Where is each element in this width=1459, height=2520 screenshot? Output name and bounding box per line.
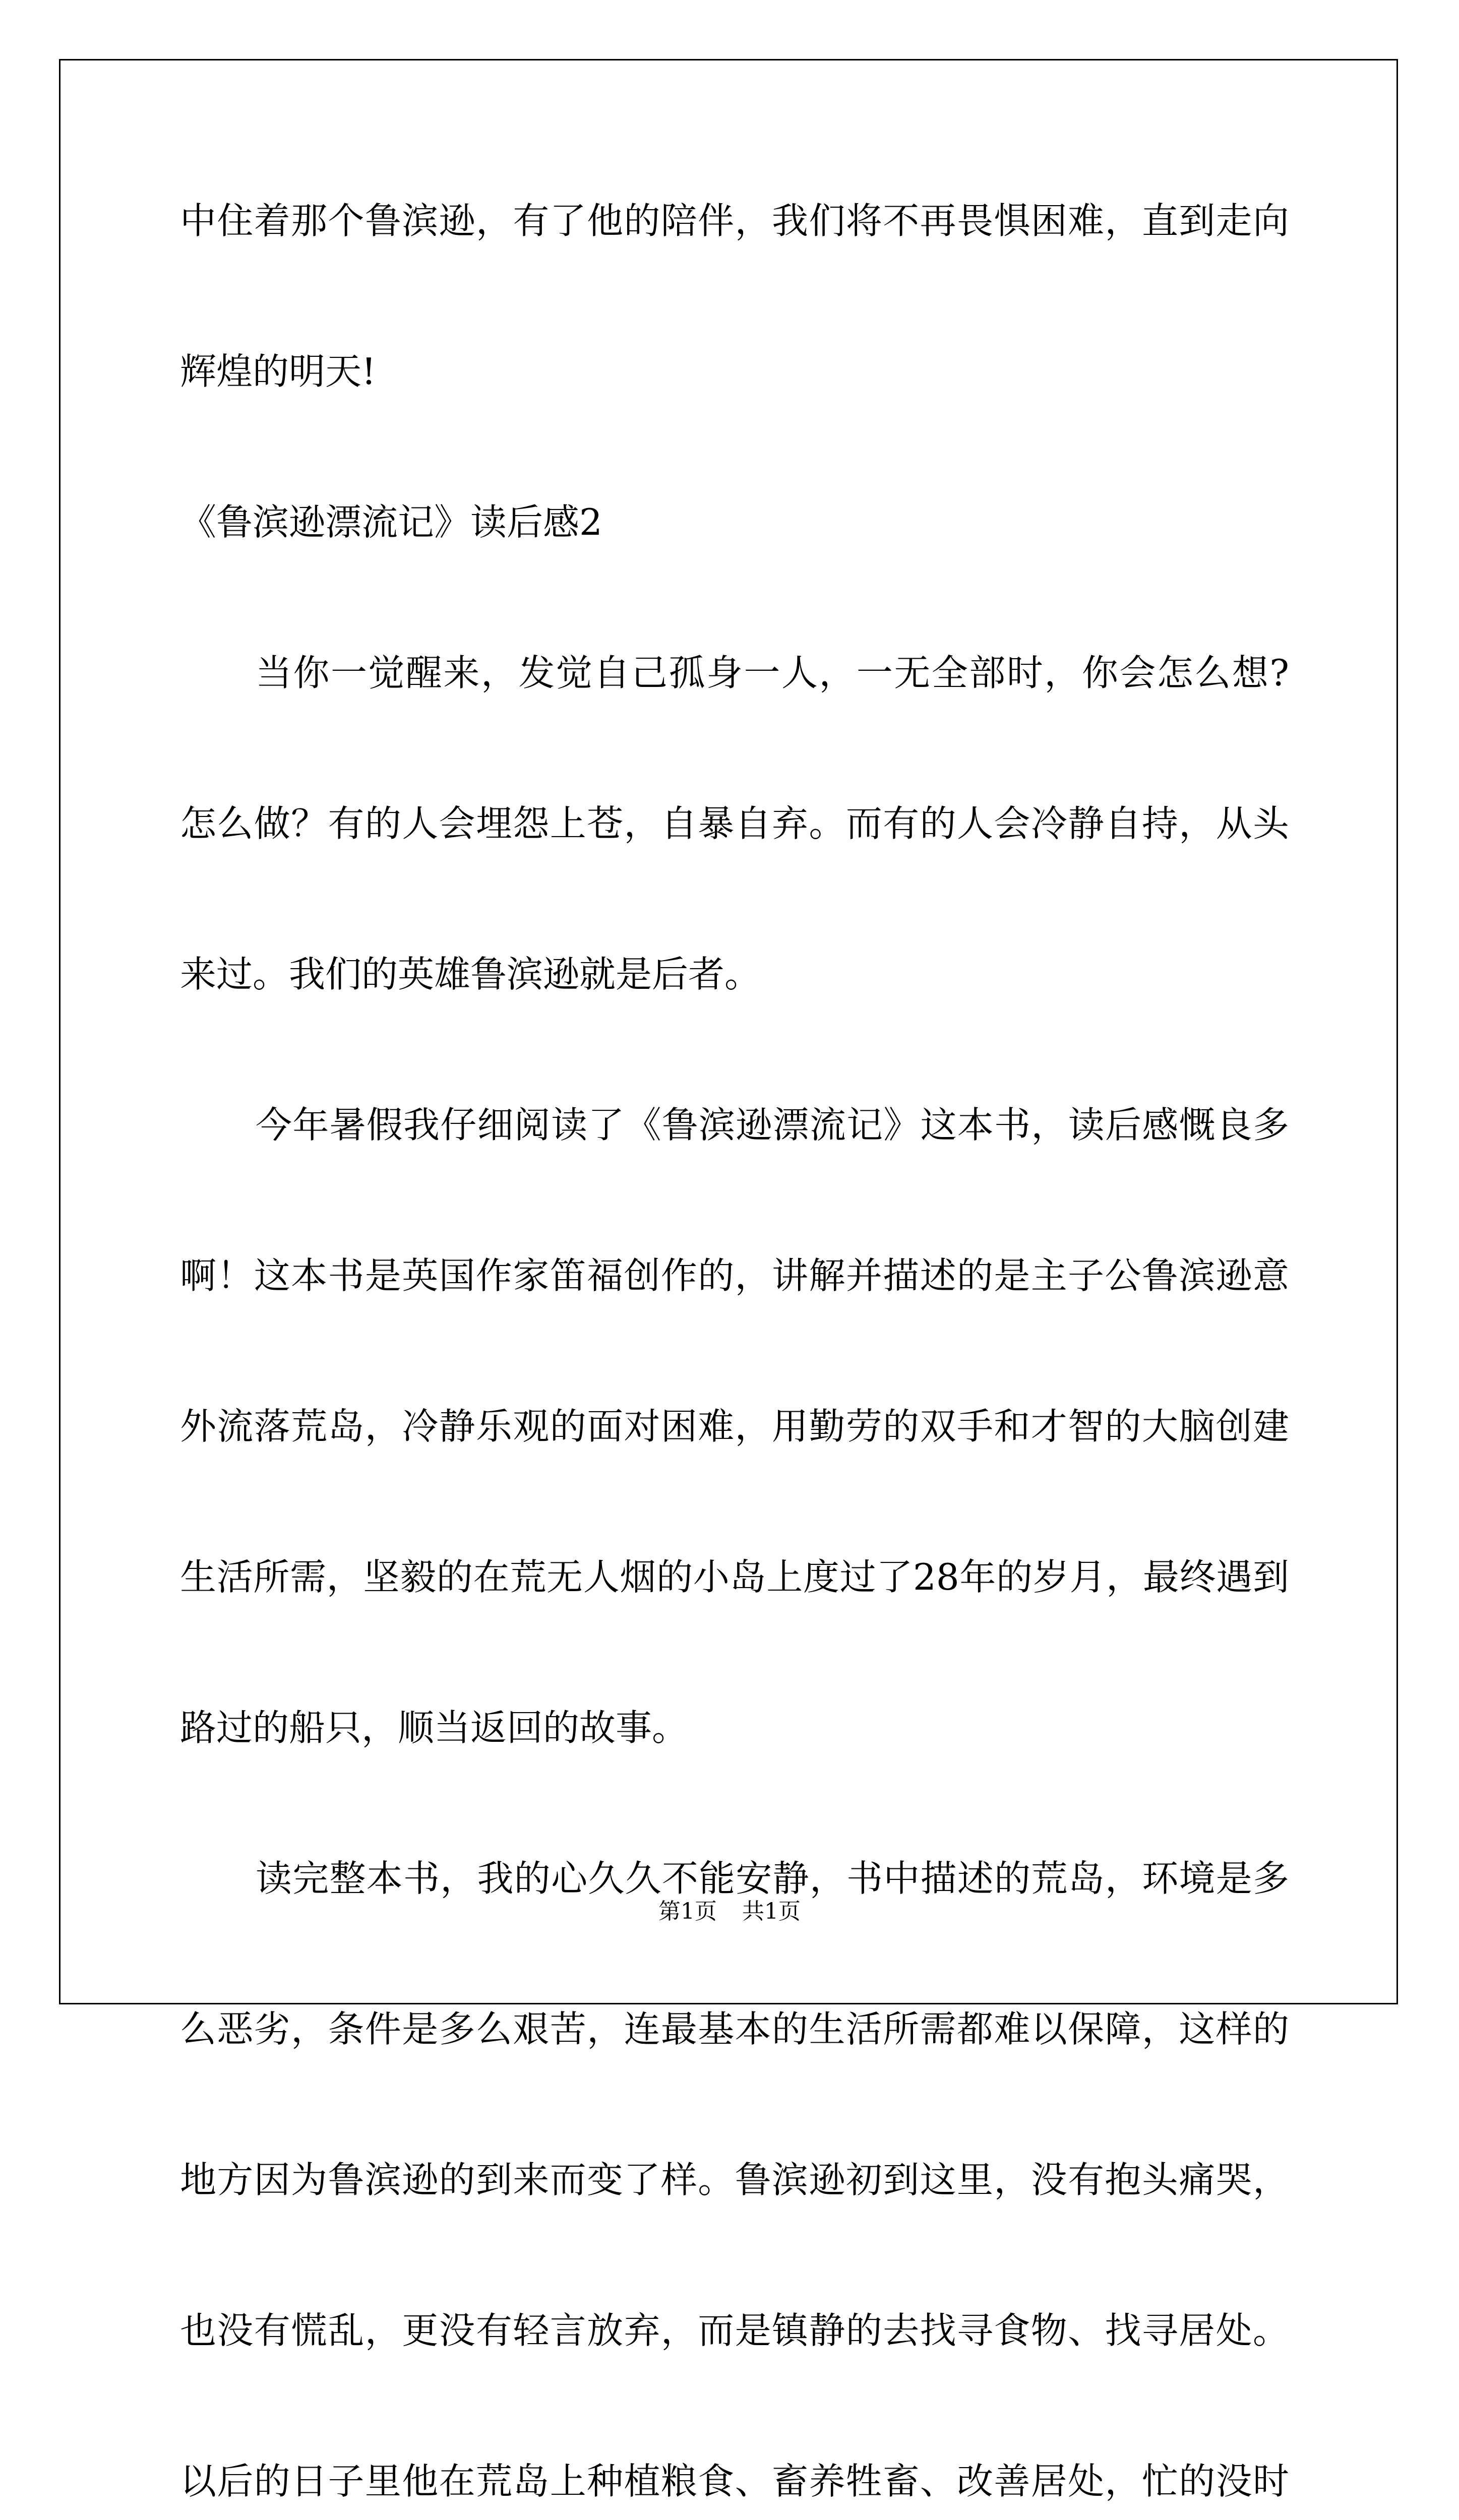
text-line: 今年暑假我仔细阅读了《鲁滨逊漂流记》这本书，读后感慨良多 <box>256 1104 1289 1146</box>
text-line: 外流落荒岛，冷静乐观的面对困难，用勤劳的双手和才智的大脑创建 <box>180 1405 1289 1447</box>
text-line: 地方因为鲁滨逊的到来而变了样。鲁滨逊初到这里，没有抱头痛哭， <box>180 2159 1289 2201</box>
section-heading: 《鲁滨逊漂流记》读后感2 <box>180 501 602 543</box>
text-line: 中住着那个鲁滨逊，有了他的陪伴，我们将不再畏惧困难，直到走向 <box>180 200 1289 242</box>
text-line: 以后的日子里他在荒岛上种植粮食、畜养牲畜、改善居处，忙的没时 <box>180 2460 1289 2502</box>
document-body <box>180 191 1289 2520</box>
text-line: 辉煌的明天! <box>180 350 376 393</box>
text-line: 来过。我们的英雄鲁滨逊就是后者。 <box>180 953 761 995</box>
text-line: 读完整本书，我的心久久不能安静，书中描述的荒岛，环境是多 <box>256 1857 1289 1900</box>
page-footer <box>0 1897 1459 1927</box>
text-line: 也没有慌乱，更没有轻言放弃，而是镇静的去找寻食物、找寻居处。 <box>180 2309 1289 2352</box>
text-line: 生活所需，坚毅的在荒无人烟的小岛上度过了28年的岁月，最终遇到 <box>180 1556 1289 1598</box>
text-line: 怎么做？有的人会埋怨上苍，自暴自弃。而有的人会冷静自持，从头 <box>180 802 1289 845</box>
text-line: 么恶劣，条件是多么艰苦，连最基本的生活所需都难以保障，这样的 <box>180 2008 1289 2050</box>
text-line: 啊！这本书是英国作家笛福创作的，讲解并描述的是主子公鲁滨逊意 <box>180 1254 1289 1297</box>
page-total: 共1页 <box>742 1899 801 1924</box>
page-number: 第1页 <box>658 1899 717 1924</box>
text-line: 路过的船只，顺当返回的故事。 <box>180 1707 689 1749</box>
text-line: 当你一觉醒来，发觉自己孤身一人，一无全部时，你会怎么想? <box>256 652 1289 694</box>
